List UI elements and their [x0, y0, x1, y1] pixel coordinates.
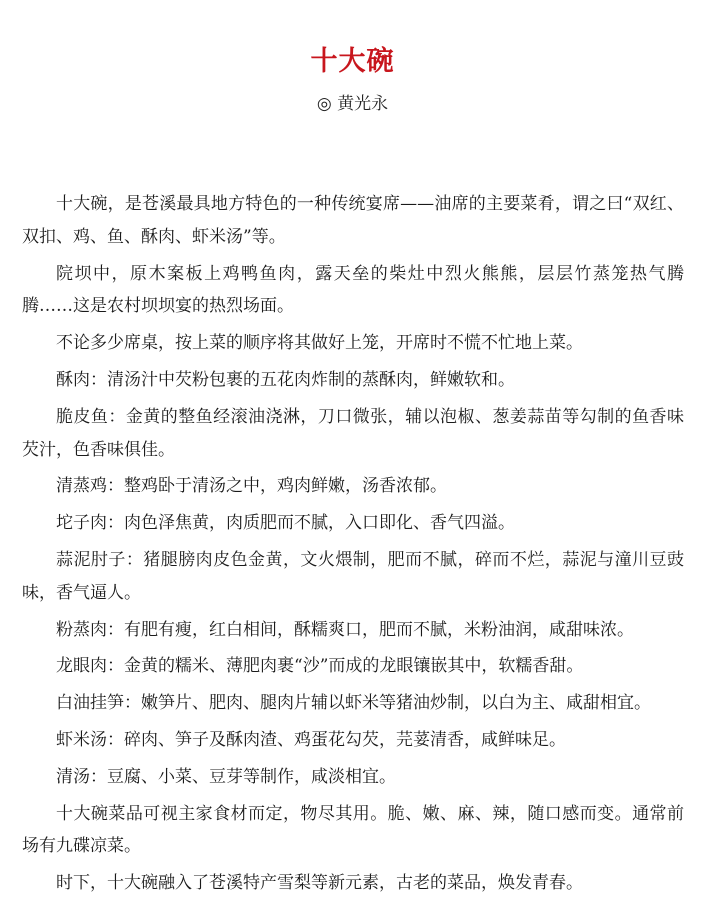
paragraph: 清汤：豆腐、小菜、豆芽等制作，咸淡相宜。 [56, 766, 396, 787]
paragraph: 酥肉：清汤汁中芡粉包裹的五花肉炸制的蒸酥肉，鲜嫩软和。 [56, 369, 515, 390]
paragraph: 十大碗菜品可视主家食材而定，物尽其用。脆、嫩、麻、辣，随口感而变。通常前场有九碟凉菜。 [22, 803, 684, 857]
article-body [22, 188, 684, 904]
paragraph: 虾米汤：碎肉、笋子及酥肉渣、鸡蛋花勾芡，芫荽清香，咸鲜味足。 [56, 729, 566, 750]
author-byline: ◎ 黄光永 [316, 94, 389, 114]
paragraph: 蒜泥肘子：猪腿膀肉皮色金黄，文火煨制，肥而不腻，碎而不烂，蒜泥与潼川豆豉味，香气逼人。 [22, 549, 684, 603]
paragraph: 时下，十大碗融入了苍溪特产雪梨等新元素，古老的菜品，焕发青春。 [56, 873, 583, 894]
paragraph: 脆皮鱼：金黄的整鱼经滚油浇淋，刀口微张，辅以泡椒、葱姜蒜苗等勾制的鱼香味芡汁，色香味俱佳。 [22, 406, 684, 460]
article-title: 十大碗 [310, 46, 395, 78]
paragraph: 十大碗，是苍溪最具地方特色的一种传统宴席——油席的主要菜肴，谓之曰“双红、双扣、鸡、鱼、酥肉、虾米汤”等。 [22, 194, 684, 247]
paragraph: 白油挂笋：嫩笋片、肥肉、腿肉片辅以虾米等猪油炒制，以白为主、咸甜相宜。 [56, 693, 651, 714]
paragraph: 坨子肉：肉色泽焦黄，肉质肥而不腻，入口即化、香气四溢。 [56, 513, 515, 534]
paragraph: 院坝中，原木案板上鸡鸭鱼肉，露天垒的柴灶中烈火熊熊，层层竹蒸笼热气腾腾……这是农村坝坝宴的热烈场面。 [22, 263, 684, 317]
paragraph: 龙眼肉：金黄的糯米、薄肥肉裹“沙”而成的龙眼镶嵌其中，软糯香甜。 [56, 656, 584, 677]
paragraph: 不论多少席桌，按上菜的顺序将其做好上笼，开席时不慌不忙地上菜。 [56, 333, 583, 354]
paragraph: 清蒸鸡：整鸡卧于清汤之中，鸡肉鲜嫩，汤香浓郁。 [56, 476, 447, 497]
paragraph: 粉蒸肉：有肥有瘦，红白相间，酥糯爽口，肥而不腻，米粉油润，咸甜味浓。 [56, 619, 634, 640]
